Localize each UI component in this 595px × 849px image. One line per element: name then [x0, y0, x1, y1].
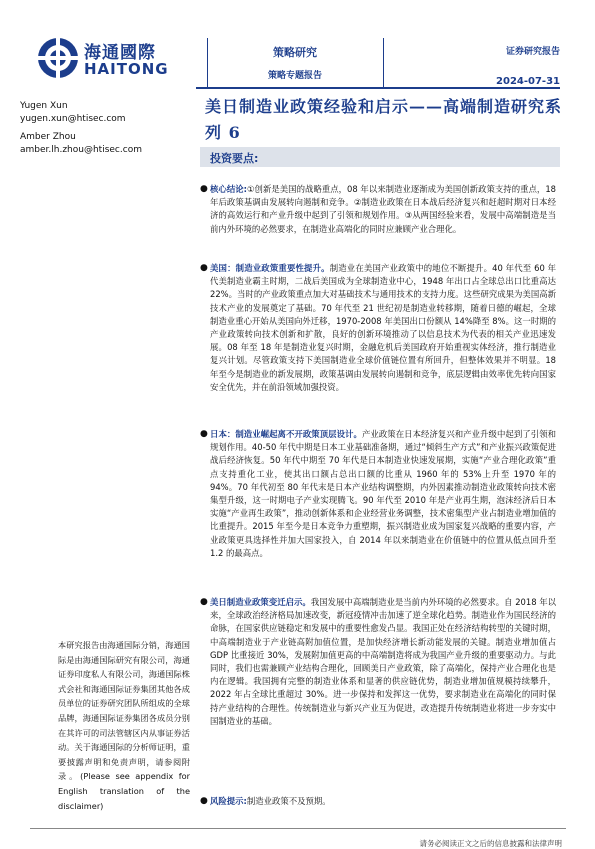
report-title: 美日制造业政策经验和启示——高端制造研究系列 6	[205, 97, 563, 142]
key-point-japan	[200, 428, 557, 560]
bullet-text: 制造业在美国产业政策中的地位不断提升。40 年代至 60 年代美制造业霸主时期，二战后美国成为全球制造业中心，1948 年出口占全球总出口比重高达 22%。当时的产业政策重点加大对基础技术与通用技术的支持力度。这些研究成果为美国高新技术产业的发展奠定了基础。70 年代至 21 世纪初是制造业转移期，随着日德的崛起，全球制造业重心开始从美国向外迁移，1970-2008 年美国出口份额从 14%降至 8%。这一时期的产业政策转向技术创新和扩散，良好的创新环境推动了以信息技术为代表的相关产业迅速发展。08 年至 18 年是制造业复兴时期，金融危机后美国政府开始重视实体经济，推行制造业复兴计划。尽管政策支持下美国制造业全球价值链位置有所回升，但整体效果并不明显。18 年至今是制造业的新发展期，政策基调由发展转向遏制和竞争，底层逻辑由效率优先转向国家安全优先，并在前沿领域加强投资。	[210, 263, 556, 392]
bullet-text: 制造业政策不及预期。	[246, 796, 331, 806]
report-date: 2024-07-31	[496, 76, 560, 87]
bullet-lead: 美国：制造业政策重要性提升。	[210, 263, 330, 273]
distribution-disclaimer: 本研究报告由海通国际分销，海通国际是由海通国际研究有限公司，海通证券印度私人有限公司，海通国际株式会社和海通国际证券集团其他各成员单位的证券研究团队所组成的全球品牌，海通国际证券集团各成员分别在其许可的司法管辖区内从事证券活动。关于海通国际的分析师证明，重要披露声明和免责声明，请参阅附录。(Please see appendix for English translation of the disclaimer)	[58, 640, 190, 811]
bullet-text: ①创新是美国的战略重点，08 年以来制造业逐渐成为美国创新政策支持的重点，18 年后政策基调由发展转向遏制和竞争。②制造业政策在日本战后经济复兴和赶超时期对日本经济的高效运行和产业升级中起到了引领和规划作用。③从两国经验来看，发展中高端制造是当前内外环境的必然要求，在制造业高端化的同时应兼顾产业合理化。	[210, 184, 556, 234]
analyst-name: Amber Zhou	[20, 132, 76, 142]
bullet-dot-icon: ●	[200, 597, 208, 607]
analyst-email[interactable]: amber.lh.zhou@htisec.com	[20, 145, 142, 155]
haitong-logo-icon	[36, 36, 80, 80]
key-point-implications	[200, 596, 556, 728]
analyst-name: Yugen Xun	[20, 101, 68, 111]
brand-name-en: HAITONG	[84, 60, 169, 78]
bullet-lead: 美日制造业政策变迁启示。	[210, 597, 311, 607]
header-rule	[196, 87, 560, 89]
report-type: 证券研究报告	[505, 47, 560, 57]
report-section: 策略研究	[273, 46, 317, 59]
report-sub-section: 策略专题报告	[267, 71, 322, 81]
bullet-dot-icon: ●	[200, 184, 208, 194]
footer-rule	[30, 828, 566, 829]
bullet-lead: 风险提示:	[210, 796, 247, 806]
key-point-risk	[200, 795, 556, 808]
bullet-dot-icon: ●	[200, 796, 208, 806]
header-divider-right	[383, 38, 384, 88]
bullet-dot-icon: ●	[200, 263, 208, 273]
key-point-usa	[200, 262, 556, 394]
footer-note: 请务必阅读正文之后的信息披露和法律声明	[419, 839, 562, 848]
key-points-label: 投资要点:	[210, 152, 259, 165]
bullet-text: 我国发展中高端制造业是当前内外环境的必然要求。自 2018 年以来，全球政治经济格局加速改变，新冠疫情冲击加速了逆全球化趋势。制造业作为国民经济的命脉，在国家供应链稳定和发展中的重要性愈发凸显。我国正处在经济结构转型的关键时期，中高端制造业于产业链高附加值位置，是加快经济增长新动能发展的关键。制造业增加值占 GDP 比重接近 30%，发展附加值更高的中高端制造将成为我国产业升级的重要驱动力。与此同时，我们也需兼顾产业结构合理化，回顾美日产业政策，除了高端化，保持产业合理化也是内在逻辑。我国拥有完整的制造业体系和显著的供应链优势，制造业增加值规模持续攀升，2022 年占全球比重超过 30%。进一步保持和发挥这一优势，要求制造业在高端化的同时保持产业结构的合理性。传统制造业与新兴产业互为促进，改造提升传统制造业将进一步夯实中国制造业的基础。	[210, 597, 556, 726]
bullet-dot-icon: ●	[200, 429, 208, 439]
brand-name-cn: 海通國際	[84, 43, 156, 63]
bullet-lead: 日本：制造业崛起离不开政策顶层设计。	[210, 429, 362, 439]
bullet-text: 产业政策在日本经济复兴和产业升级中起到了引领和规划作用。40-50 年代中期是日本工业基础准备期，通过“倾斜生产方式”和产业振兴政策促进战后经济恢复。50 年代中期至 70 年代是日本制造业快速发展期，实施“产业合理化政策”重点支持重化工业，使其出口额占总出口额的比重从 1960 年的 53%上升至 1970 年的 94%。70 年代初至 80 年代末是日本产业结构调整期，内外因素推动制造业政策转向技术密集型升级，这一时期电子产业实现腾飞。90 年代至 2010 年是产业再生期，泡沫经济后日本实施“产业再生政策”，推动创新体系和企业经营业务调整，技术密集型产业占制造业增加值的比重提升。2015 年至今是日本竞争力重塑期，振兴制造业成为国家复兴战略的重要内容，产业政策更具选择性并加大国家投入，自 2014 年以来制造业在价值链中的位置从低点回升至 1.2 的最高点。	[210, 429, 557, 558]
bullet-lead: 核心结论:	[210, 184, 247, 194]
analyst-email[interactable]: yugen.xun@htisec.com	[20, 114, 126, 124]
key-point-conclusion	[200, 183, 556, 236]
